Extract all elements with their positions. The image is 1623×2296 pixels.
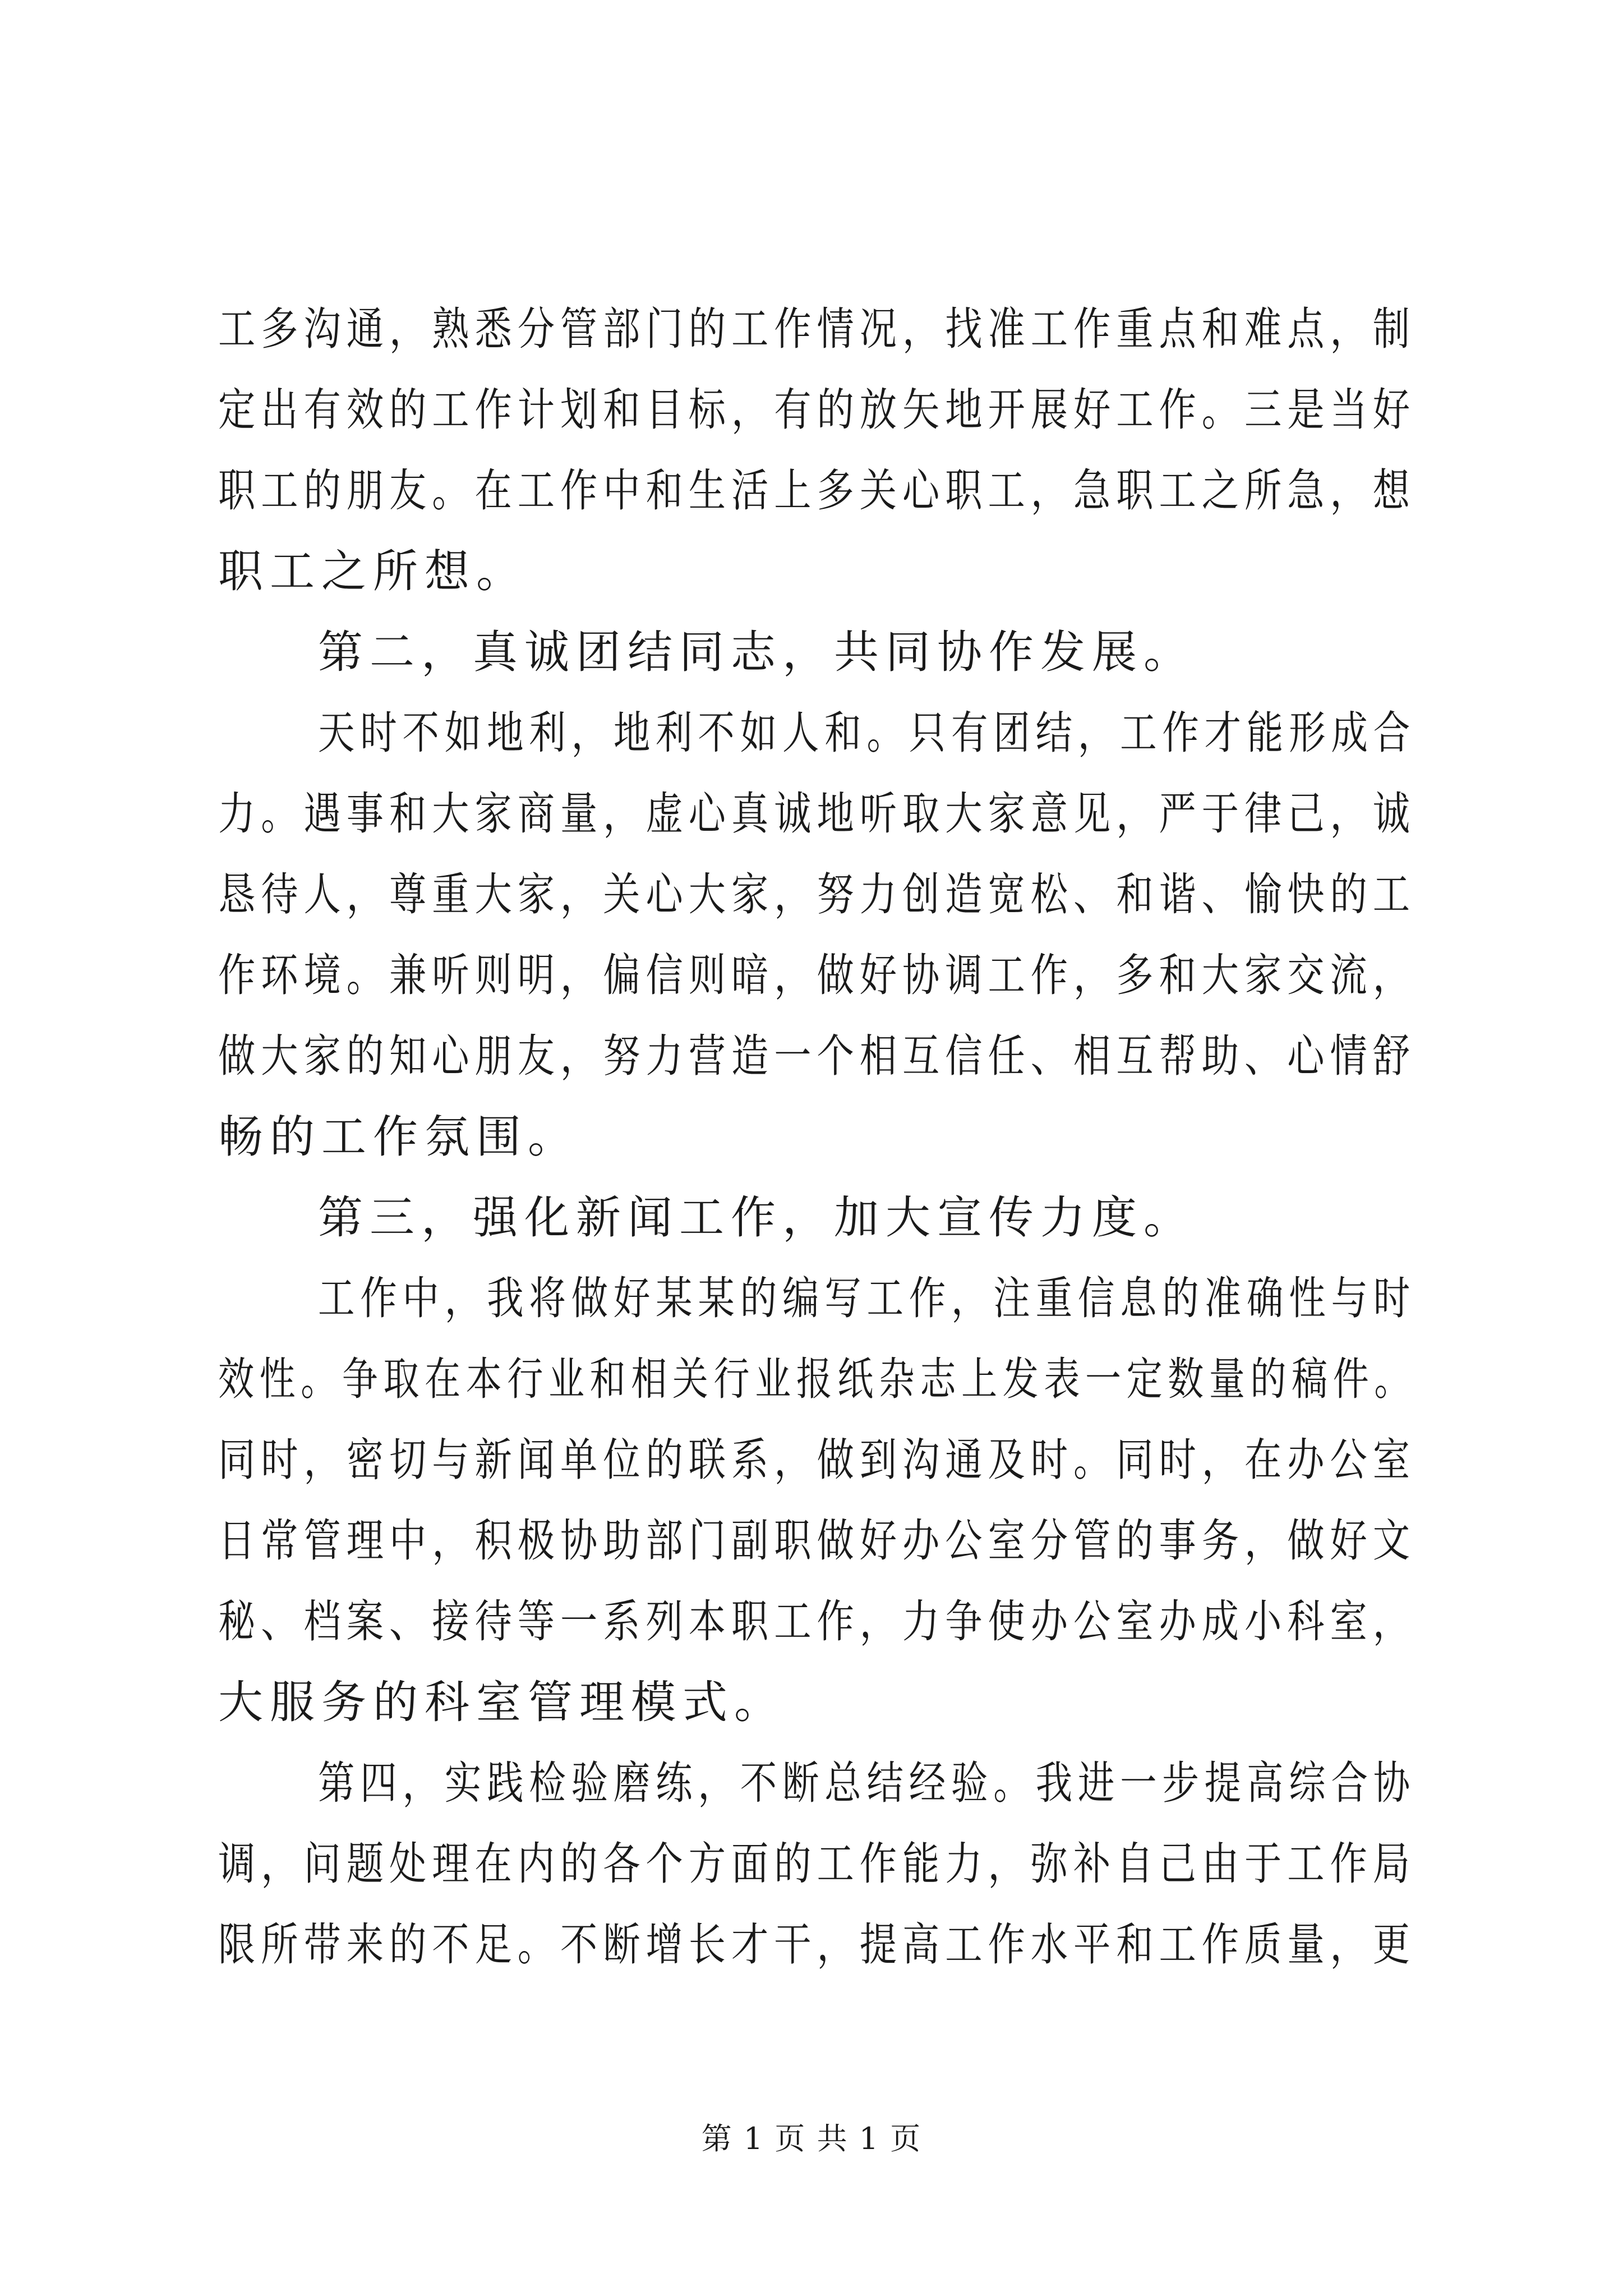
text-line: 职工之所想。: [218, 545, 528, 597]
section-heading: 第四，实践检验磨练，不断总结经验。我进一步提高综合协: [318, 1757, 1415, 1809]
page-footer: 第 1 页 共 1 页: [701, 2121, 922, 2156]
text-line: 大服务的科室管理模式。: [218, 1676, 786, 1728]
text-line: 作环境。兼听则明，偏信则暗，做好协调工作，多和大家交流，: [218, 949, 1415, 1001]
section-heading: 第三，强化新闻工作，加大宣传力度。: [318, 1191, 1195, 1244]
text-line: 日常管理中，积极协助部门副职做好办公室分管的事务，做好文: [218, 1515, 1415, 1567]
text-line: 效性。争取在本行业和相关行业报纸杂志上发表一定数量的稿件。: [218, 1353, 1415, 1405]
text-line: 职工的朋友。在工作中和生活上多关心职工，急职工之所急，想: [218, 464, 1415, 517]
text-line: 做大家的知心朋友，努力营造一个相互信任、相互帮助、心情舒: [218, 1030, 1415, 1082]
text-line: 天时不如地利，地利不如人和。只有团结，工作才能形成合: [318, 707, 1415, 759]
text-line: 力。遇事和大家商量，虚心真诚地听取大家意见，严于律己，诚: [218, 788, 1415, 840]
text-line: 工多沟通，熟悉分管部门的工作情况，找准工作重点和难点，制: [218, 303, 1415, 355]
text-line: 限所带来的不足。不断增长才干，提高工作水平和工作质量，更: [218, 1918, 1415, 1971]
text-line: 定出有效的工作计划和目标，有的放矢地开展好工作。三是当好: [218, 384, 1415, 436]
text-line: 畅的工作氛围。: [218, 1111, 579, 1163]
text-line: 秘、档案、接待等一系列本职工作，力争使办公室办成小科室，: [218, 1595, 1415, 1648]
document-body: [218, 289, 1415, 1985]
section-heading: 第二，真诚团结同志，共同协作发展。: [318, 626, 1195, 678]
text-line: 工作中，我将做好某某的编写工作，注重信息的准确性与时: [318, 1272, 1415, 1324]
text-line: 同时，密切与新闻单位的联系，做到沟通及时。同时，在办公室: [218, 1434, 1415, 1486]
text-line: 恳待人，尊重大家，关心大家，努力创造宽松、和谐、愉快的工: [218, 868, 1415, 921]
text-line: 调，问题处理在内的各个方面的工作能力，弥补自己由于工作局: [218, 1838, 1415, 1890]
